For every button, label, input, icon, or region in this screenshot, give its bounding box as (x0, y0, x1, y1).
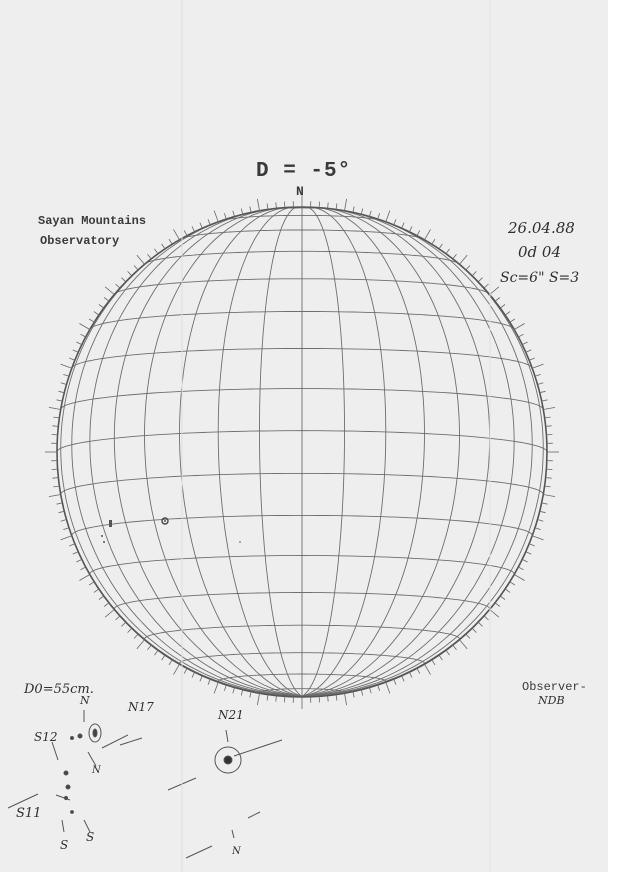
limb-tick (425, 229, 431, 239)
limb-tick (417, 668, 420, 673)
limb-tick (478, 622, 482, 626)
limb-tick (378, 213, 380, 219)
limb-tick (116, 616, 120, 620)
disk-diameter: D0=55cm. (24, 682, 94, 697)
limb-tick (386, 682, 390, 693)
limb-tick (345, 199, 347, 211)
limb-tick (121, 622, 125, 626)
limb-tick (417, 230, 420, 235)
sunspot-markers (101, 518, 241, 543)
limb-tick (546, 426, 552, 427)
limb-tick (52, 478, 58, 479)
limb-tick (76, 342, 81, 345)
limb-tick (472, 271, 476, 275)
limb-tick (61, 383, 67, 385)
limb-tick (208, 679, 210, 685)
limb-tick (233, 211, 235, 217)
limb-tick (214, 682, 218, 693)
limb-tick (484, 284, 488, 288)
observation-time: 0d 04 (518, 243, 562, 261)
limb-tick (518, 334, 523, 337)
limb-tick (543, 407, 555, 409)
limb-tick (137, 640, 145, 649)
sketch-label-n: N (232, 846, 241, 857)
limb-tick (192, 672, 195, 677)
limb-tick (224, 685, 226, 691)
limb-tick (518, 567, 523, 570)
limb-tick (328, 696, 329, 702)
limb-tick (69, 358, 75, 360)
limb-tick (63, 374, 69, 376)
limb-tick (402, 676, 404, 682)
sketch-label-n21: N21 (218, 708, 244, 722)
limb-tick (370, 211, 372, 217)
limb-tick (538, 520, 544, 522)
sketch-label-s: S (60, 838, 69, 852)
limb-tick (505, 589, 510, 592)
limb-tick (478, 278, 482, 282)
limb-tick (542, 503, 548, 504)
limb-tick (526, 350, 532, 352)
limb-tick (224, 213, 226, 219)
limb-tick (460, 255, 468, 264)
limb-tick (514, 324, 524, 330)
limb-tick (425, 664, 431, 674)
limb-tick (276, 696, 277, 702)
sketch-label-n: N (80, 694, 90, 707)
limb-tick (394, 679, 396, 685)
limb-tick (128, 271, 132, 275)
limb-tick (500, 305, 505, 309)
limb-tick (432, 660, 435, 665)
limb-tick (155, 650, 159, 655)
limb-tick (522, 559, 527, 562)
meridian-line (302, 207, 345, 696)
limb-tick (155, 249, 159, 254)
meridian-line (218, 207, 302, 696)
limb-tick (345, 693, 347, 705)
limb-tick (336, 695, 337, 701)
limb-tick (121, 278, 125, 282)
limb-tick (545, 486, 551, 487)
limb-tick (52, 426, 58, 427)
limb-tick (89, 319, 94, 322)
limb-tick (250, 207, 251, 213)
limb-tick (61, 536, 72, 540)
limb-tick (80, 334, 85, 337)
limb-tick (522, 342, 527, 345)
limb-tick (241, 209, 242, 215)
limb-tick (490, 287, 499, 295)
limb-tick (148, 254, 152, 259)
limb-tick (402, 223, 404, 229)
limb-tick (104, 603, 109, 607)
meridian-line (145, 208, 303, 696)
limb-tick (59, 511, 65, 512)
limb-tick (453, 645, 457, 650)
limb-tick (276, 202, 277, 208)
limb-tick (432, 239, 435, 244)
limb-tick (353, 692, 354, 698)
limb-tick (137, 255, 145, 264)
limb-tick (73, 552, 79, 554)
meridian-line (302, 208, 460, 696)
limb-tick (353, 207, 354, 213)
limb-tick (53, 417, 59, 418)
limb-tick (61, 364, 72, 368)
limb-tick (169, 660, 172, 665)
limb-tick (361, 209, 362, 215)
limb-tick (361, 690, 362, 696)
limb-tick (538, 383, 544, 385)
limb-tick (174, 229, 180, 239)
limb-tick (57, 503, 63, 504)
limb-tick (79, 575, 89, 581)
meridian-line (302, 207, 425, 696)
limb-tick (49, 495, 61, 497)
limb-tick (61, 520, 67, 522)
limb-tick (80, 567, 85, 570)
limb-tick (59, 391, 65, 392)
limb-tick (105, 287, 114, 295)
limb-tick (200, 676, 202, 682)
observer-initials: NDB (538, 694, 565, 707)
limb-tick (116, 284, 120, 288)
limb-tick (446, 650, 450, 655)
limb-tick (336, 203, 337, 209)
limb-tick (200, 223, 202, 229)
seeing-values: Sc=6" S=3 (500, 270, 580, 286)
limb-tick (532, 364, 543, 368)
observer-label: Observer- (522, 680, 587, 694)
limb-tick (394, 219, 396, 225)
limb-tick (500, 596, 505, 600)
limb-tick (495, 603, 500, 607)
limb-tick (162, 244, 165, 249)
limb-tick (257, 199, 259, 211)
limb-tick (540, 511, 546, 512)
limb-tick (472, 628, 476, 632)
limb-tick (386, 211, 390, 222)
limb-tick (267, 695, 268, 701)
observatory-name: Sayan Mountains (38, 214, 147, 228)
limb-tick (184, 668, 187, 673)
limb-tick (532, 536, 543, 540)
limb-tick (505, 312, 510, 315)
meridian-line (302, 210, 514, 696)
limb-tick (466, 634, 470, 638)
limb-tick (73, 350, 79, 352)
limb-tick (378, 685, 380, 691)
limb-tick (162, 655, 165, 660)
limb-tick (49, 407, 61, 409)
meridian-line (302, 207, 386, 696)
limb-tick (466, 266, 470, 270)
north-marker: N (296, 184, 304, 199)
meridian-line (90, 210, 302, 696)
limb-tick (134, 266, 138, 270)
limb-tick (192, 226, 195, 231)
limb-tick (94, 312, 99, 315)
limb-tick (63, 528, 69, 530)
sketch-label-s12: S12 (34, 730, 58, 744)
limb-tick (535, 374, 541, 376)
limb-tick (540, 391, 546, 392)
sketch-label-s: S (86, 830, 95, 844)
limb-tick (409, 672, 412, 677)
limb-tick (453, 254, 457, 259)
limb-tick (545, 417, 551, 418)
declination-label: D = -5° (256, 160, 352, 183)
limb-tick (250, 692, 251, 698)
limb-tick (529, 358, 535, 360)
limb-tick (208, 219, 210, 225)
limb-tick (328, 202, 329, 208)
limb-tick (510, 319, 515, 322)
limb-tick (105, 610, 114, 618)
limb-tick (257, 693, 259, 705)
limb-tick (148, 645, 152, 650)
limb-tick (514, 575, 524, 581)
meridian-line (260, 207, 303, 696)
limb-tick (484, 616, 488, 620)
limb-tick (460, 640, 468, 649)
limb-tick (128, 628, 132, 632)
limb-tick (495, 298, 500, 302)
limb-tick (233, 688, 235, 694)
limb-tick (184, 230, 187, 235)
limb-tick (174, 664, 180, 674)
limb-tick (76, 559, 81, 562)
limb-tick (99, 305, 104, 309)
limb-tick (542, 400, 548, 401)
limb-tick (546, 478, 552, 479)
limb-tick (79, 324, 89, 330)
meridian-line (180, 207, 303, 696)
observatory-label: Observatory (40, 234, 120, 248)
limb-tick (69, 544, 75, 546)
sketch-label-n: N (92, 765, 101, 776)
limb-tick (439, 244, 442, 249)
limb-tick (526, 552, 532, 554)
limb-tick (535, 528, 541, 530)
limb-tick (169, 239, 172, 244)
limb-tick (409, 226, 412, 231)
sketch-label-s11: S11 (16, 806, 42, 821)
limb-tick (57, 400, 63, 401)
limb-tick (529, 544, 535, 546)
limb-tick (370, 688, 372, 694)
sketch-label-n17: N17 (128, 700, 154, 714)
limb-tick (214, 211, 218, 222)
limb-tick (99, 596, 104, 600)
limb-tick (94, 589, 99, 592)
limb-tick (134, 634, 138, 638)
limb-tick (510, 582, 515, 585)
limb-tick (446, 249, 450, 254)
limb-tick (543, 495, 555, 497)
limb-tick (241, 690, 242, 696)
limb-tick (89, 582, 94, 585)
observation-date: 26.04.88 (508, 219, 575, 237)
limb-tick (53, 486, 59, 487)
limb-tick (267, 203, 268, 209)
limb-tick (104, 298, 109, 302)
limb-tick (490, 610, 499, 618)
limb-tick (439, 655, 442, 660)
